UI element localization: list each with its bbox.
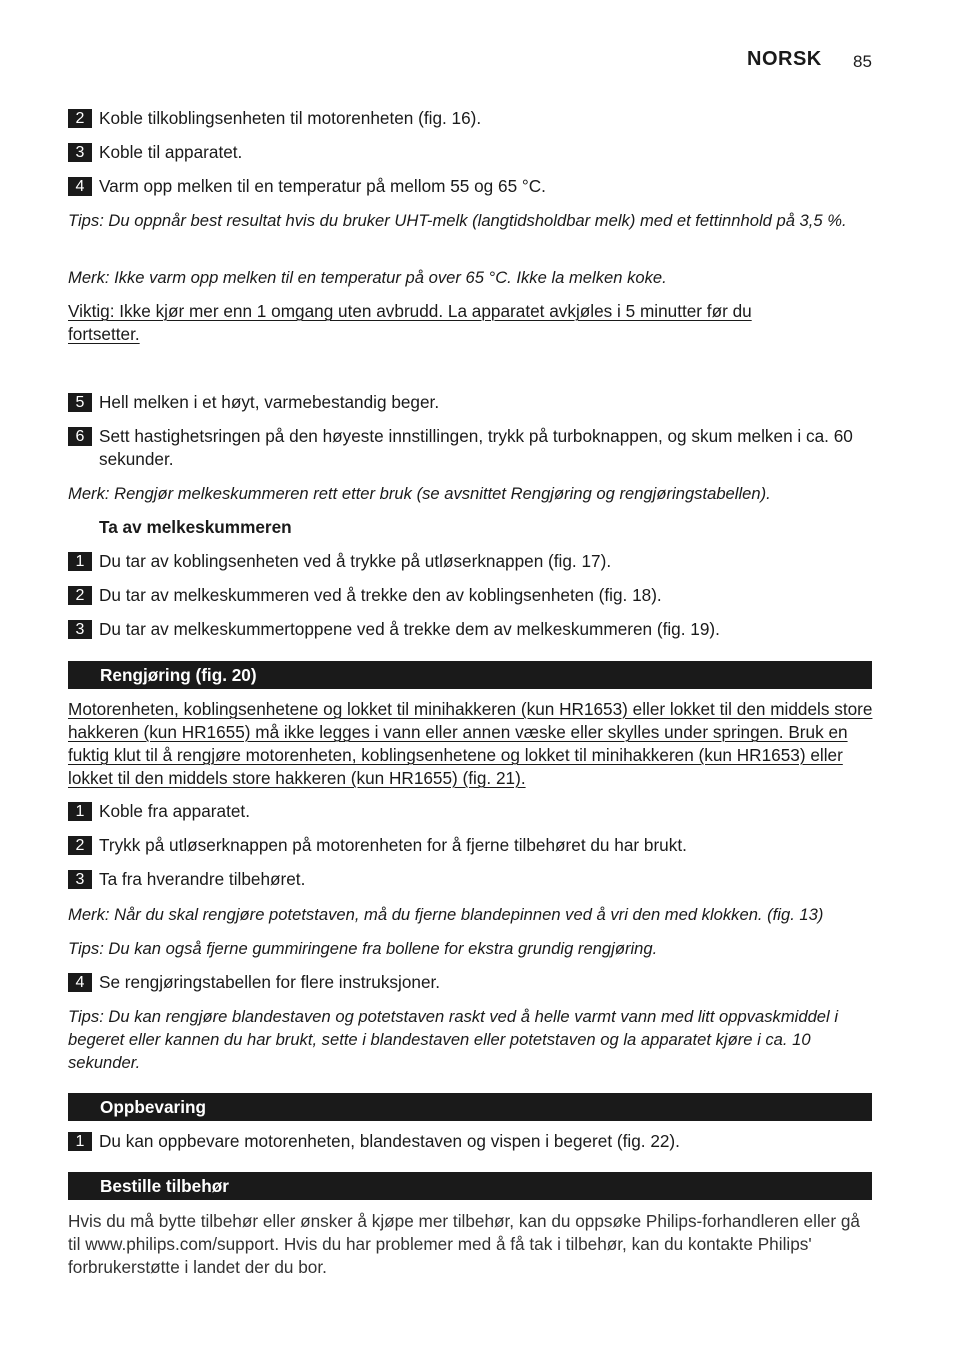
language-label: NORSK — [747, 48, 822, 70]
step-text: Du kan oppbevare motorenheten, blandestaven og vispen i begeret (fig. 22). — [99, 1131, 680, 1151]
step-number: 1 — [68, 1132, 92, 1151]
section-header-accessories — [68, 1172, 872, 1200]
step-text: Ta fra hverandre tilbehøret. — [99, 869, 306, 889]
note-text: Merk: Rengjør melkeskummeren rett etter bruk (se avsnittet Rengjøring og rengjøringstabellen). — [68, 484, 771, 503]
list-item — [68, 175, 874, 198]
cleaning-warning-text: Motorenheten, koblingsenhetene og lokket til minihakkeren (kun HR1653) eller lokket til den middels store hakkeren (kun HR1655) må ikke legges i vann eller annen væske eller skylles under springen. Bruk en fuktig klut til å rengjøre motorenheten, koblingsenhetene og lokket til minihakkeren (kun HR1653) eller lokket til den middels store hakkeren (kun HR1655) (fig. 21). — [68, 699, 873, 788]
step-text: Koble tilkoblingsenheten til motorenheten (fig. 16). — [99, 108, 482, 128]
cleaning-warning — [68, 698, 874, 790]
step-text: Trykk på utløserknappen på motorenheten for å fjerne tilbehøret du har brukt. — [99, 835, 687, 855]
step-number: 2 — [68, 836, 92, 855]
step-number: 2 — [68, 109, 92, 128]
section-title: Oppbevaring — [100, 1097, 207, 1117]
step-number: 4 — [68, 973, 92, 992]
list-item — [68, 971, 874, 994]
note-text: Merk: Når du skal rengjøre potetstaven, må du fjerne blandepinnen ved å vri den med klokken. (fig. 13) — [68, 905, 824, 924]
section-title: Bestille tilbehør — [100, 1176, 229, 1196]
list-item — [68, 584, 874, 607]
section-header-storage — [68, 1093, 872, 1121]
step-number: 1 — [68, 552, 92, 571]
important-warning-text: Viktig: Ikke kjør mer enn 1 omgang uten avbrudd. La apparatet avkjøles i 5 minutter før du fortsetter. — [68, 301, 752, 344]
list-item — [68, 391, 874, 414]
section-title: Rengjøring (fig. 20) — [100, 665, 257, 685]
list-item — [68, 834, 874, 857]
step-text: Koble til apparatet. — [99, 142, 243, 162]
step-text: Sett hastighetsringen på den høyeste innstillingen, trykk på turboknappen, og skum melken i ca. 60 sekunder. — [99, 426, 853, 469]
step-text: Varm opp melken til en temperatur på mellom 55 og 65 °C. — [99, 176, 546, 196]
step-text: Se rengjøringstabellen for flere instruksjoner. — [99, 972, 441, 992]
step-number: 3 — [68, 143, 92, 162]
step-number: 2 — [68, 586, 92, 605]
list-item — [68, 868, 874, 891]
step-text: Du tar av melkeskummeren ved å trekke den av koblingsenheten (fig. 18). — [99, 585, 662, 605]
tip-text: Tips: Du kan også fjerne gummiringene fra bollene for ekstra grundig rengjøring. — [68, 939, 658, 958]
list-item — [68, 107, 874, 130]
step-number: 4 — [68, 177, 92, 196]
tip-text: Tips: Du oppnår best resultat hvis du bruker UHT-melk (langtidsholdbar melk) med et fettinnhold på 3,5 %. — [68, 211, 847, 230]
list-item — [68, 550, 874, 573]
step-number: 3 — [68, 620, 92, 639]
note-text: Merk: Ikke varm opp melken til en temperatur på over 65 °C. Ikke la melken koke. — [68, 268, 667, 287]
step-text: Du tar av melkeskummertoppene ved å trekke dem av melkeskummeren (fig. 19). — [99, 619, 720, 639]
page-number: 85 — [853, 52, 872, 71]
step-text: Du tar av koblingsenheten ved å trykke på utløserknappen (fig. 17). — [99, 551, 612, 571]
list-item — [68, 618, 874, 641]
section-header-cleaning — [68, 661, 872, 689]
accessories-paragraph: Hvis du må bytte tilbehør eller ønsker å kjøpe mer tilbehør, kan du oppsøke Philips-forhandleren eller gå til www.philips.com/support. Hvis du har problemer med å få tak i tilbehør, kan du kontakte Philips' forbrukerstøtte i landet der du bor. — [68, 1211, 860, 1277]
tip-text: Tips: Du kan rengjøre blandestaven og potetstaven raskt ved å helle varmt vann med litt oppvaskmiddel i begeret eller kannen du har brukt, sette i blandestaven eller potetstaven og la apparatet kjøre i ca. 10 sekunder. — [68, 1007, 839, 1072]
list-item — [68, 141, 874, 164]
list-item — [68, 1130, 874, 1153]
step-text: Hell melken i et høyt, varmebestandig beger. — [99, 392, 440, 412]
important-warning — [68, 300, 828, 346]
list-item — [68, 800, 874, 823]
step-number: 5 — [68, 393, 92, 412]
list-item — [68, 425, 874, 471]
step-number: 1 — [68, 802, 92, 821]
subheading: Ta av melkeskummeren — [99, 517, 292, 537]
step-number: 3 — [68, 870, 92, 889]
step-number: 6 — [68, 427, 92, 446]
step-text: Koble fra apparatet. — [99, 801, 250, 821]
